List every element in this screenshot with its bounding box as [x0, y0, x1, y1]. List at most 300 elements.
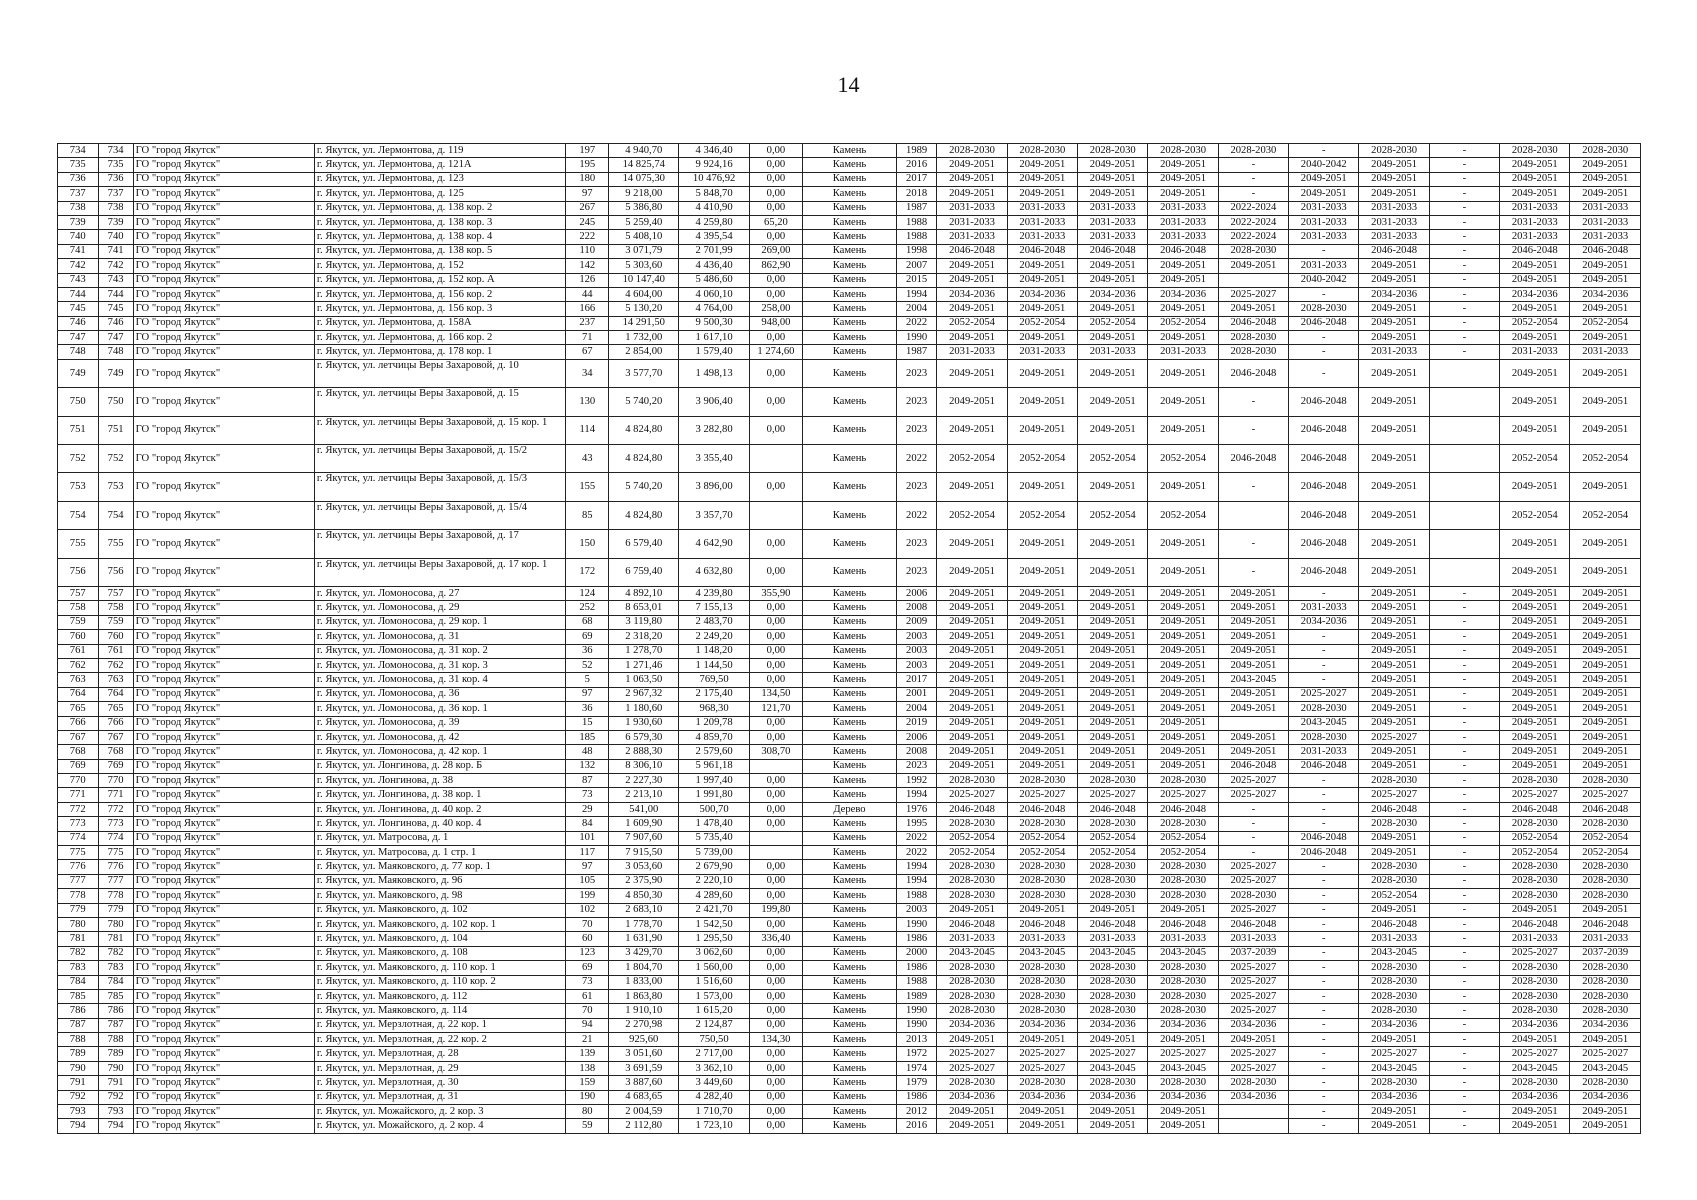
table-body — [58, 144, 1641, 1134]
cell-year-built: 1994 — [896, 788, 937, 802]
cell-period-6: - — [1289, 359, 1359, 387]
cell-total-area: 6 579,40 — [609, 530, 679, 558]
cell-row-number: 788 — [58, 1033, 99, 1047]
cell-house-number: 785 — [98, 989, 133, 1003]
cell-municipality: ГО "город Якутск" — [133, 644, 314, 658]
cell-period-8: - — [1429, 172, 1499, 186]
cell-period-10: 2052-2054 — [1570, 846, 1641, 860]
cell-residential-area: 2 220,10 — [679, 874, 749, 888]
cell-house-number: 778 — [98, 889, 133, 903]
cell-house-number: 786 — [98, 1004, 133, 1018]
cell-period-6: - — [1289, 874, 1359, 888]
cell-address: г. Якутск, ул. Лермонтова, д. 138 кор. 3 — [314, 215, 566, 229]
cell-municipality: ГО "город Якутск" — [133, 932, 314, 946]
cell-period-3: 2028-2030 — [1078, 874, 1148, 888]
cell-period-2: 2049-2051 — [1007, 473, 1077, 501]
cell-period-7: 2049-2051 — [1359, 759, 1429, 773]
cell-period-8: - — [1429, 144, 1499, 158]
cell-row-number: 789 — [58, 1047, 99, 1061]
cell-house-number: 734 — [98, 144, 133, 158]
cell-residents: 68 — [566, 615, 609, 629]
cell-row-number: 753 — [58, 473, 99, 501]
cell-address: г. Якутск, ул. Мерзлотная, д. 29 — [314, 1061, 566, 1075]
cell-municipality: ГО "город Якутск" — [133, 730, 314, 744]
cell-total-area: 5 740,20 — [609, 388, 679, 416]
cell-period-4: 2049-2051 — [1148, 759, 1218, 773]
cell-nonresidential-area: 1 274,60 — [749, 345, 802, 359]
cell-house-number: 745 — [98, 302, 133, 316]
cell-house-number: 743 — [98, 273, 133, 287]
cell-period-4: 2049-2051 — [1148, 658, 1218, 672]
table-row — [58, 201, 1641, 215]
cell-period-9: 2049-2051 — [1500, 730, 1570, 744]
cell-period-8: - — [1429, 975, 1499, 989]
cell-period-3: 2043-2045 — [1078, 1061, 1148, 1075]
cell-municipality: ГО "город Якутск" — [133, 273, 314, 287]
cell-period-10: 2049-2051 — [1570, 172, 1641, 186]
cell-wall-material: Камень — [803, 1047, 897, 1061]
cell-period-10: 2049-2051 — [1570, 730, 1641, 744]
cell-period-3: 2049-2051 — [1078, 530, 1148, 558]
cell-house-number: 767 — [98, 730, 133, 744]
cell-period-2: 2052-2054 — [1007, 846, 1077, 860]
cell-municipality: ГО "город Якутск" — [133, 615, 314, 629]
cell-municipality: ГО "город Якутск" — [133, 673, 314, 687]
cell-total-area: 1 631,90 — [609, 932, 679, 946]
cell-total-area: 3 119,80 — [609, 615, 679, 629]
cell-house-number: 765 — [98, 702, 133, 716]
cell-period-7: 2043-2045 — [1359, 946, 1429, 960]
cell-period-1: 2049-2051 — [937, 586, 1007, 600]
cell-address: г. Якутск, ул. Можайского, д. 2 кор. 3 — [314, 1105, 566, 1119]
cell-period-7: 2028-2030 — [1359, 1076, 1429, 1090]
cell-period-10: 2046-2048 — [1570, 802, 1641, 816]
cell-year-built: 1992 — [896, 774, 937, 788]
cell-total-area: 5 303,60 — [609, 259, 679, 273]
cell-nonresidential-area: 0,00 — [749, 201, 802, 215]
cell-period-3: 2031-2033 — [1078, 932, 1148, 946]
cell-address: г. Якутск, ул. летчицы Веры Захаровой, д. 15/2 — [314, 445, 566, 473]
cell-period-4: 2049-2051 — [1148, 158, 1218, 172]
cell-row-number: 756 — [58, 558, 99, 586]
cell-period-10: 2049-2051 — [1570, 359, 1641, 387]
cell-residents: 21 — [566, 1033, 609, 1047]
cell-period-7: 2049-2051 — [1359, 586, 1429, 600]
cell-nonresidential-area: 0,00 — [749, 673, 802, 687]
cell-period-8: - — [1429, 1090, 1499, 1104]
cell-address: г. Якутск, ул. Лермонтова, д. 156 кор. 2 — [314, 287, 566, 301]
cell-nonresidential-area: 308,70 — [749, 745, 802, 759]
cell-period-8: - — [1429, 273, 1499, 287]
cell-period-8 — [1429, 501, 1499, 529]
cell-period-6: 2028-2030 — [1289, 702, 1359, 716]
cell-address: г. Якутск, ул. Маяковского, д. 112 — [314, 989, 566, 1003]
cell-residential-area: 3 906,40 — [679, 388, 749, 416]
cell-house-number: 757 — [98, 586, 133, 600]
cell-period-6: 2031-2033 — [1289, 215, 1359, 229]
table-row — [58, 1047, 1641, 1061]
cell-residents: 67 — [566, 345, 609, 359]
cell-nonresidential-area: 0,00 — [749, 416, 802, 444]
cell-total-area: 4 850,30 — [609, 889, 679, 903]
table-row — [58, 345, 1641, 359]
cell-period-3: 2028-2030 — [1078, 774, 1148, 788]
cell-period-10: 2028-2030 — [1570, 889, 1641, 903]
cell-residents: 71 — [566, 331, 609, 345]
cell-period-5: 2049-2051 — [1218, 259, 1288, 273]
cell-period-1: 2031-2033 — [937, 230, 1007, 244]
cell-municipality: ГО "город Якутск" — [133, 215, 314, 229]
cell-wall-material: Камень — [803, 244, 897, 258]
cell-period-7: 2028-2030 — [1359, 817, 1429, 831]
cell-wall-material: Камень — [803, 917, 897, 931]
cell-period-6: 2046-2048 — [1289, 316, 1359, 330]
cell-house-number: 782 — [98, 946, 133, 960]
cell-residential-area: 2 249,20 — [679, 630, 749, 644]
cell-period-8: - — [1429, 759, 1499, 773]
cell-residential-area: 968,30 — [679, 702, 749, 716]
cell-year-built: 2023 — [896, 359, 937, 387]
table-row — [58, 501, 1641, 529]
cell-period-9: 2025-2027 — [1500, 788, 1570, 802]
cell-residents: 132 — [566, 759, 609, 773]
cell-address: г. Якутск, ул. Лермонтова, д. 119 — [314, 144, 566, 158]
cell-wall-material: Камень — [803, 345, 897, 359]
cell-row-number: 762 — [58, 658, 99, 672]
cell-period-9: 2031-2033 — [1500, 932, 1570, 946]
cell-period-1: 2034-2036 — [937, 1090, 1007, 1104]
cell-period-7: 2028-2030 — [1359, 975, 1429, 989]
cell-total-area: 4 824,80 — [609, 445, 679, 473]
cell-period-5 — [1218, 1105, 1288, 1119]
cell-period-8: - — [1429, 946, 1499, 960]
cell-row-number: 786 — [58, 1004, 99, 1018]
cell-period-9: 2031-2033 — [1500, 201, 1570, 215]
cell-period-1: 2025-2027 — [937, 1061, 1007, 1075]
cell-period-1: 2049-2051 — [937, 630, 1007, 644]
cell-period-7: 2028-2030 — [1359, 989, 1429, 1003]
cell-house-number: 761 — [98, 644, 133, 658]
cell-period-9: 2049-2051 — [1500, 558, 1570, 586]
cell-period-5: - — [1218, 388, 1288, 416]
cell-period-5: 2046-2048 — [1218, 917, 1288, 931]
cell-period-2: 2049-2051 — [1007, 331, 1077, 345]
cell-period-10: 2028-2030 — [1570, 874, 1641, 888]
cell-residential-area: 750,50 — [679, 1033, 749, 1047]
cell-residential-area: 1 295,50 — [679, 932, 749, 946]
cell-house-number: 787 — [98, 1018, 133, 1032]
cell-residents: 114 — [566, 416, 609, 444]
table-row — [58, 187, 1641, 201]
cell-period-1: 2049-2051 — [937, 644, 1007, 658]
cell-period-8: - — [1429, 658, 1499, 672]
cell-residents: 34 — [566, 359, 609, 387]
cell-municipality: ГО "город Якутск" — [133, 1090, 314, 1104]
cell-period-4: 2028-2030 — [1148, 989, 1218, 1003]
cell-period-3: 2049-2051 — [1078, 586, 1148, 600]
cell-period-5: 2031-2033 — [1218, 932, 1288, 946]
cell-period-6: - — [1289, 1119, 1359, 1133]
cell-residents: 52 — [566, 658, 609, 672]
cell-house-number: 774 — [98, 831, 133, 845]
cell-period-9: 2049-2051 — [1500, 416, 1570, 444]
cell-period-10: 2037-2039 — [1570, 946, 1641, 960]
cell-residents: 97 — [566, 187, 609, 201]
cell-period-3: 2049-2051 — [1078, 730, 1148, 744]
cell-period-8: - — [1429, 259, 1499, 273]
cell-period-6: - — [1289, 1061, 1359, 1075]
cell-period-3: 2049-2051 — [1078, 359, 1148, 387]
cell-year-built: 1974 — [896, 1061, 937, 1075]
cell-period-10: 2049-2051 — [1570, 644, 1641, 658]
cell-period-4: 2049-2051 — [1148, 730, 1218, 744]
cell-period-10: 2049-2051 — [1570, 702, 1641, 716]
cell-period-2: 2049-2051 — [1007, 1033, 1077, 1047]
cell-row-number: 735 — [58, 158, 99, 172]
cell-municipality: ГО "город Якутск" — [133, 316, 314, 330]
cell-municipality: ГО "город Якутск" — [133, 630, 314, 644]
cell-period-10: 2034-2036 — [1570, 1090, 1641, 1104]
cell-house-number: 737 — [98, 187, 133, 201]
cell-period-6: - — [1289, 658, 1359, 672]
cell-period-4: 2028-2030 — [1148, 961, 1218, 975]
cell-period-6: - — [1289, 1090, 1359, 1104]
cell-period-8: - — [1429, 730, 1499, 744]
cell-period-4: 2049-2051 — [1148, 601, 1218, 615]
cell-address: г. Якутск, ул. Лермонтова, д. 152 — [314, 259, 566, 273]
cell-period-3: 2052-2054 — [1078, 846, 1148, 860]
cell-period-5: - — [1218, 158, 1288, 172]
table-row — [58, 287, 1641, 301]
cell-year-built: 2023 — [896, 473, 937, 501]
cell-period-2: 2031-2033 — [1007, 201, 1077, 215]
cell-period-7: 2049-2051 — [1359, 702, 1429, 716]
cell-row-number: 777 — [58, 874, 99, 888]
cell-residential-area: 1 617,10 — [679, 331, 749, 345]
cell-year-built: 1986 — [896, 932, 937, 946]
cell-period-9: 2034-2036 — [1500, 1018, 1570, 1032]
cell-period-5: 2025-2027 — [1218, 989, 1288, 1003]
cell-house-number: 740 — [98, 230, 133, 244]
cell-period-10: 2028-2030 — [1570, 774, 1641, 788]
cell-period-8: - — [1429, 831, 1499, 845]
cell-period-4: 2052-2054 — [1148, 846, 1218, 860]
cell-year-built: 2003 — [896, 658, 937, 672]
cell-address: г. Якутск, ул. Ломоносова, д. 29 — [314, 601, 566, 615]
cell-period-9: 2043-2045 — [1500, 1061, 1570, 1075]
cell-period-9: 2049-2051 — [1500, 630, 1570, 644]
cell-residents: 97 — [566, 860, 609, 874]
cell-period-3: 2049-2051 — [1078, 644, 1148, 658]
cell-row-number: 748 — [58, 345, 99, 359]
table-row — [58, 673, 1641, 687]
cell-period-9: 2049-2051 — [1500, 158, 1570, 172]
cell-residential-area: 5 961,18 — [679, 759, 749, 773]
cell-period-6: 2046-2048 — [1289, 558, 1359, 586]
cell-residential-area: 1 710,70 — [679, 1105, 749, 1119]
cell-nonresidential-area: 0,00 — [749, 1090, 802, 1104]
cell-period-1: 2028-2030 — [937, 889, 1007, 903]
cell-period-8: - — [1429, 802, 1499, 816]
cell-wall-material: Камень — [803, 331, 897, 345]
cell-house-number: 790 — [98, 1061, 133, 1075]
cell-period-4: 2028-2030 — [1148, 889, 1218, 903]
cell-municipality: ГО "город Якутск" — [133, 1105, 314, 1119]
cell-nonresidential-area: 0,00 — [749, 989, 802, 1003]
cell-period-7: 2049-2051 — [1359, 558, 1429, 586]
cell-period-7: 2049-2051 — [1359, 172, 1429, 186]
cell-period-4: 2049-2051 — [1148, 586, 1218, 600]
cell-period-5: 2028-2030 — [1218, 331, 1288, 345]
cell-period-5: 2025-2027 — [1218, 860, 1288, 874]
cell-period-5: 2025-2027 — [1218, 1004, 1288, 1018]
cell-period-8: - — [1429, 287, 1499, 301]
cell-year-built: 2012 — [896, 1105, 937, 1119]
cell-period-3: 2025-2027 — [1078, 1047, 1148, 1061]
cell-period-8: - — [1429, 601, 1499, 615]
cell-period-7: 2049-2051 — [1359, 615, 1429, 629]
cell-period-10: 2034-2036 — [1570, 1018, 1641, 1032]
page-number: 14 — [837, 72, 860, 97]
cell-municipality: ГО "город Якутск" — [133, 802, 314, 816]
cell-period-3: 2049-2051 — [1078, 759, 1148, 773]
cell-period-1: 2034-2036 — [937, 287, 1007, 301]
cell-period-4: 2052-2054 — [1148, 316, 1218, 330]
cell-period-2: 2046-2048 — [1007, 917, 1077, 931]
cell-period-1: 2052-2054 — [937, 501, 1007, 529]
table-row — [58, 558, 1641, 586]
cell-period-2: 2046-2048 — [1007, 802, 1077, 816]
cell-house-number: 741 — [98, 244, 133, 258]
cell-total-area: 1 833,00 — [609, 975, 679, 989]
cell-residential-area: 7 155,13 — [679, 601, 749, 615]
cell-period-8 — [1429, 416, 1499, 444]
cell-year-built: 1972 — [896, 1047, 937, 1061]
cell-nonresidential-area: 258,00 — [749, 302, 802, 316]
cell-period-10: 2046-2048 — [1570, 917, 1641, 931]
cell-period-9: 2049-2051 — [1500, 716, 1570, 730]
table-row — [58, 1076, 1641, 1090]
cell-period-4: 2031-2033 — [1148, 230, 1218, 244]
cell-period-4: 2031-2033 — [1148, 215, 1218, 229]
cell-nonresidential-area: 199,80 — [749, 903, 802, 917]
cell-period-9: 2049-2051 — [1500, 687, 1570, 701]
cell-period-2: 2049-2051 — [1007, 158, 1077, 172]
cell-nonresidential-area: 0,00 — [749, 946, 802, 960]
cell-address: г. Якутск, ул. Матросова, д. 1 — [314, 831, 566, 845]
cell-period-9: 2028-2030 — [1500, 1076, 1570, 1090]
table-row — [58, 860, 1641, 874]
cell-nonresidential-area: 0,00 — [749, 615, 802, 629]
cell-period-6: 2031-2033 — [1289, 601, 1359, 615]
cell-period-5: - — [1218, 187, 1288, 201]
cell-period-2: 2049-2051 — [1007, 172, 1077, 186]
cell-year-built: 2006 — [896, 730, 937, 744]
cell-nonresidential-area: 65,20 — [749, 215, 802, 229]
cell-period-6: 2028-2030 — [1289, 302, 1359, 316]
cell-house-number: 764 — [98, 687, 133, 701]
cell-residents: 180 — [566, 172, 609, 186]
cell-year-built: 2008 — [896, 745, 937, 759]
cell-total-area: 5 386,80 — [609, 201, 679, 215]
cell-period-8: - — [1429, 1004, 1499, 1018]
cell-period-3: 2046-2048 — [1078, 244, 1148, 258]
cell-period-4: 2043-2045 — [1148, 1061, 1218, 1075]
cell-year-built: 1989 — [896, 144, 937, 158]
cell-period-9: 2028-2030 — [1500, 144, 1570, 158]
cell-nonresidential-area: 0,00 — [749, 630, 802, 644]
cell-period-4: 2031-2033 — [1148, 345, 1218, 359]
cell-period-3: 2049-2051 — [1078, 1119, 1148, 1133]
cell-address: г. Якутск, ул. Лермонтова, д. 121А — [314, 158, 566, 172]
cell-period-5: 2025-2027 — [1218, 1061, 1288, 1075]
cell-residents: 36 — [566, 702, 609, 716]
cell-municipality: ГО "город Якутск" — [133, 259, 314, 273]
cell-municipality: ГО "город Якутск" — [133, 716, 314, 730]
cell-residents: 73 — [566, 975, 609, 989]
cell-period-6: 2046-2048 — [1289, 388, 1359, 416]
cell-period-2: 2025-2027 — [1007, 1047, 1077, 1061]
cell-total-area: 1 063,50 — [609, 673, 679, 687]
cell-period-1: 2049-2051 — [937, 187, 1007, 201]
cell-period-5: 2049-2051 — [1218, 1033, 1288, 1047]
cell-period-10: 2049-2051 — [1570, 302, 1641, 316]
table-row — [58, 1105, 1641, 1119]
cell-wall-material: Камень — [803, 201, 897, 215]
cell-row-number: 792 — [58, 1090, 99, 1104]
cell-period-7: 2046-2048 — [1359, 244, 1429, 258]
cell-period-5: 2025-2027 — [1218, 788, 1288, 802]
cell-period-4: 2025-2027 — [1148, 788, 1218, 802]
cell-year-built: 2023 — [896, 759, 937, 773]
cell-residential-area: 9 924,16 — [679, 158, 749, 172]
cell-total-area: 4 940,70 — [609, 144, 679, 158]
cell-residents: 197 — [566, 144, 609, 158]
cell-address: г. Якутск, ул. летчицы Веры Захаровой, д. 15 кор. 1 — [314, 416, 566, 444]
cell-address: г. Якутск, ул. Лермонтова, д. 158А — [314, 316, 566, 330]
cell-period-4: 2049-2051 — [1148, 302, 1218, 316]
cell-row-number: 772 — [58, 802, 99, 816]
cell-period-5: 2025-2027 — [1218, 774, 1288, 788]
cell-period-5: 2028-2030 — [1218, 1076, 1288, 1090]
cell-period-1: 2049-2051 — [937, 745, 1007, 759]
cell-residents: 85 — [566, 501, 609, 529]
table-row — [58, 158, 1641, 172]
cell-period-7: 2049-2051 — [1359, 302, 1429, 316]
cell-period-7: 2025-2027 — [1359, 730, 1429, 744]
cell-row-number: 793 — [58, 1105, 99, 1119]
cell-period-9: 2034-2036 — [1500, 287, 1570, 301]
cell-period-5: - — [1218, 416, 1288, 444]
cell-period-1: 2052-2054 — [937, 445, 1007, 473]
cell-period-5: - — [1218, 172, 1288, 186]
cell-residential-area: 3 357,70 — [679, 501, 749, 529]
cell-wall-material: Камень — [803, 774, 897, 788]
cell-period-7: 2031-2033 — [1359, 215, 1429, 229]
cell-period-6: - — [1289, 1076, 1359, 1090]
cell-period-8: - — [1429, 1047, 1499, 1061]
cell-period-6: 2046-2048 — [1289, 445, 1359, 473]
cell-wall-material: Дерево — [803, 802, 897, 816]
cell-period-2: 2034-2036 — [1007, 1090, 1077, 1104]
cell-period-2: 2034-2036 — [1007, 287, 1077, 301]
cell-period-7: 2049-2051 — [1359, 1105, 1429, 1119]
cell-period-6: - — [1289, 903, 1359, 917]
cell-period-7: 2049-2051 — [1359, 416, 1429, 444]
cell-municipality: ГО "город Якутск" — [133, 989, 314, 1003]
cell-house-number: 775 — [98, 846, 133, 860]
cell-house-number: 779 — [98, 903, 133, 917]
